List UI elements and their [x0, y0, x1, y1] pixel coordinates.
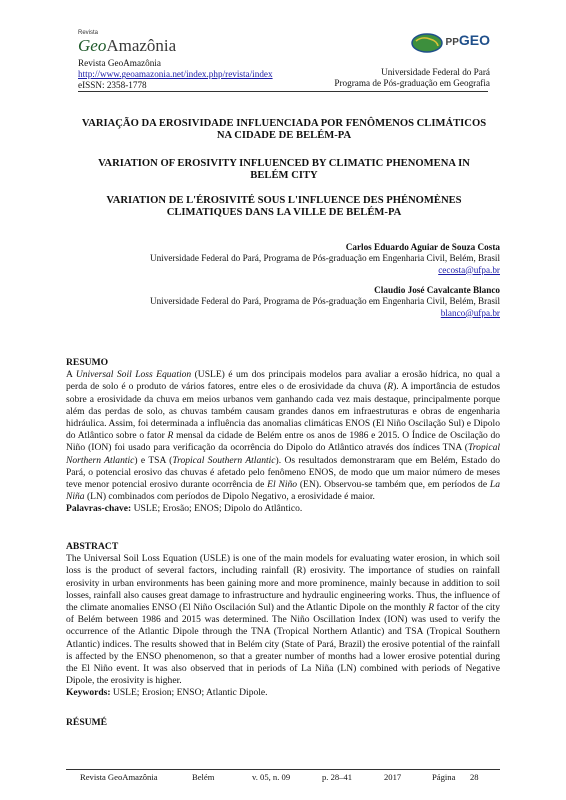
- journal-url-link[interactable]: http://www.geoamazonia.net/index.php/revista/index: [78, 69, 273, 80]
- footer-pages: p. 28–41: [322, 772, 353, 782]
- footer-page-label: Página: [432, 772, 456, 782]
- footer-divider: [66, 769, 500, 770]
- journal-info: [78, 58, 273, 92]
- title-english: VARIATION OF EROSIVITY INFLUENCED BY CLIMATIC PHENOMENA IN BELÉM CITY: [98, 158, 470, 182]
- author-1: [150, 242, 500, 276]
- globe-icon: [410, 32, 444, 54]
- ppgeo-text: PPGEO: [445, 32, 490, 48]
- logo-small-text: Revista: [78, 30, 99, 36]
- footer-page-number: 28: [470, 772, 479, 782]
- author-affiliation: Universidade Federal do Pará, Programa de Pós-graduação em Engenharia Civil, Belém, Brasil: [149, 253, 500, 264]
- footer-city: Belém: [192, 772, 215, 782]
- author-name: Carlos Eduardo Aguiar de Souza Costa: [345, 242, 500, 252]
- author-2: [150, 285, 500, 319]
- resumo-heading: RESUMO: [66, 357, 109, 368]
- resume-heading: RÉSUMÉ: [66, 717, 108, 728]
- institution-info: [334, 67, 490, 89]
- abstract-keywords: Keywords: USLE; Erosion; ENSO; Atlantic Dipole.: [66, 687, 268, 699]
- header-divider: [78, 91, 488, 92]
- abstract-heading: ABSTRACT: [66, 541, 119, 552]
- journal-logo: [78, 30, 198, 60]
- abstract-body: The Universal Soil Loss Equation (USLE) is one of the main models for evaluating water erosion, in which soil loss is the product of several factors, including rainfall (R) erosivity. The importance of studies on rainfall erosivity in urban environments has been gaining more and more prominence, mainly because in addition to soil losses, rainfall also causes great damage to infrastructure and hydraulic engineering works. Thus, the influence of the climate anomalies ENSO (El Niño Oscilación Sul) and the Atlantic Dipole on the monthly R factor of the city of Belém between 1986 and 2015 was determined. The Niño Oscillation Index (ION) was used to verify the occurrence of the Atlantic Dipole through the TNA (Tropical Northern Atlantic) and TSA (Tropical Southern Atlantic) indices. The results showed that in Belém city (State of Pará, Brazil) the erosive potential of the rainfall is affected by the ENSO phenomenon, so that a greater number of months had a lower erosive potential during the El Niño event. It was also observed that in periods of La Niña (LN) combined with periods of Negative Dipole, the erosivity is higher.: [66, 553, 500, 687]
- footer-journal: Revista GeoAmazônia: [80, 772, 158, 782]
- university-name: Universidade Federal do Pará: [381, 67, 490, 77]
- footer-year: 2017: [384, 772, 402, 782]
- title-portuguese: VARIAÇÃO DA EROSIVIDADE INFLUENCIADA POR FENÔMENOS CLIMÁTICOS NA CIDADE DE BELÉM-PA: [81, 118, 487, 142]
- author-affiliation: Universidade Federal do Pará, Programa de Pós-graduação em Engenharia Civil, Belém, Brasil: [149, 296, 500, 307]
- resumo-section: [66, 357, 500, 516]
- resumo-keywords: Palavras-chave: USLE; Erosão; ENOS; Dipolo do Atlântico.: [66, 503, 303, 515]
- abstract-section: [66, 541, 500, 700]
- title-french: VARIATION DE L'ÉROSIVITÉ SOUS L'INFLUENCE DES PHÉNOMÈNES CLIMATIQUES DANS LA VILLE DE BELÉM-PA: [106, 195, 462, 219]
- logo-amazonia: Amazônia: [106, 36, 177, 55]
- eissn: eISSN: 2358-1778: [78, 80, 147, 91]
- logo-text: [78, 36, 176, 56]
- author-email-link[interactable]: cecosta@ufpa.br: [438, 264, 500, 275]
- author-name: Claudio José Cavalcante Blanco: [374, 285, 500, 295]
- resume-section: [66, 717, 500, 729]
- ppgeo-logo: [410, 28, 490, 58]
- resumo-body: A Universal Soil Loss Equation (USLE) é um dos principais modelos para avaliar a erosão hídrica, no qual a perda de solo é o produto de vários fatores, entre eles o de erosividade da chuva (R). A importância de estudos sobre a erosividade da chuva em meios urbanos vem ganhando cada vez mais destaque, principalmente porque além das perdas de solo, as chuvas também causam grandes danos em infraestruturas e obras de engenharia hidráulica. Assim, foi determinada a influência das anomalias climáticas ENOS (El Niño Oscilação Sul) e Dipolo do Atlântico sobre o fator R mensal da cidade de Belém entre os anos de 1986 e 2015. O Índice de Oscilação do Niño (ION) foi usado para verificação da ocorrência do Dipolo do Atlântico através dos índices TNA (Tropical Northern Atlantic) e TSA (Tropical Southern Atlantic). Os resultados demonstraram que em Belém, Estado do Pará, o potencial erosivo das chuvas é afetado pelo fenômeno ENOS, de modo que um maior número de meses teve menor potencial erosivo durante ocorrência de El Niño (EN). Observou-se também que, em períodos de La Niña (LN) combinados com períodos de Dipolo Negativo, a erosividade é maior.: [66, 369, 501, 503]
- program-name: Programa de Pós-graduação em Geografia: [334, 78, 490, 89]
- logo-geo: Geo: [78, 36, 107, 55]
- journal-name: Revista GeoAmazônia: [78, 58, 161, 68]
- author-email-link[interactable]: blanco@ufpa.br: [440, 307, 500, 318]
- footer-volume: v. 05, n. 09: [252, 772, 291, 782]
